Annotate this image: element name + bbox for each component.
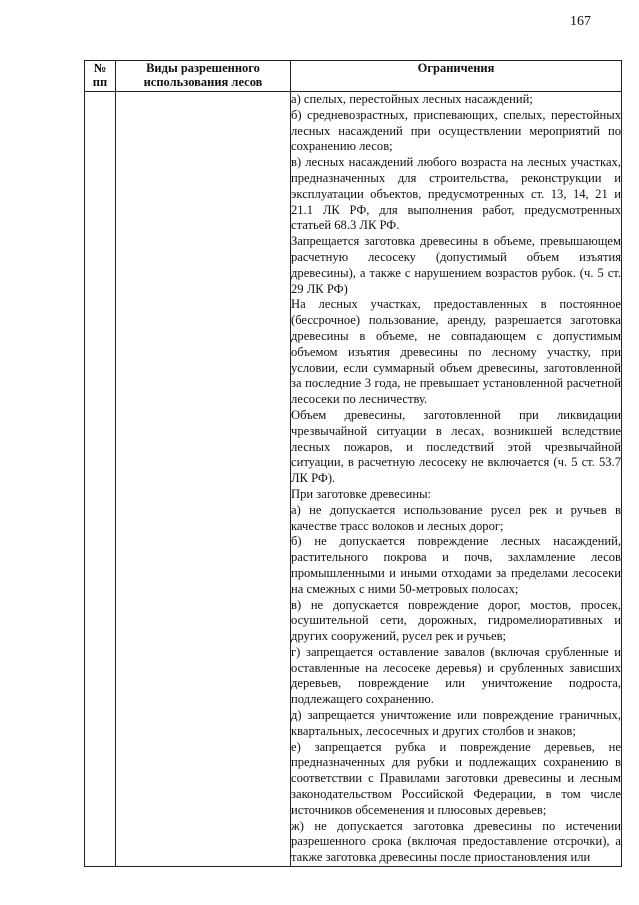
restriction-paragraph: в) лесных насаждений любого возраста на лесных участках, предназначенных для строительства, реконструкции и эксплуатации объектов, предусмотренных ст. 13, 14, 21 и 21.1 ЛК РФ, для выполнения работ, предусмотренных статьей 68.3 ЛК РФ. (291, 155, 621, 233)
restriction-paragraph: а) не допускается использование русел рек и ручьев в качестве трасс волоков и лесных дорог; (291, 502, 621, 533)
restrictions-table (84, 60, 622, 867)
header-number-line2: пп (92, 75, 108, 89)
table-header-row (85, 61, 622, 92)
restriction-paragraph: б) не допускается повреждение лесных насаждений, растительного покрова и почв, захламление лесов промышленными и иными отходами за пределами лесосеки на смежных с ними 50-метровых полосах; (291, 534, 621, 596)
restriction-paragraph: При заготовке древесины: (291, 486, 432, 501)
restriction-paragraph: На лесных участках, предоставленных в постоянное (бессрочное) пользование, аренду, разрешается заготовка древесины в объеме, не совпадающем с допустимым объемом изъятия древесины по лесному участку, при условии, если суммарный объем древесины, заготовленной за последние 3 года, не превышает установленной расчетной лесосеки по лесничеству. (291, 297, 621, 407)
restriction-paragraph: д) запрещается уничтожение или повреждение граничных, квартальных, лесосечных и других столбов и знаков; (291, 708, 621, 738)
restriction-paragraph: ж) не допускается заготовка древесины по истечении разрешенного срока (включая предоставление отсрочки), а также заготовка древесины после приостановления или (291, 818, 621, 865)
cell-usage-type (116, 92, 291, 867)
header-number-line1: № (93, 61, 107, 75)
cell-restrictions (291, 92, 622, 867)
table-row (85, 92, 622, 867)
restriction-paragraph: в) не допускается повреждение дорог, мостов, просек, осушительной сети, дорожных, гидромелиоративных и других сооружений, русел рек и ручьев; (291, 597, 621, 644)
restriction-paragraph: г) запрещается оставление завалов (включая срубленные и оставленные на лесосеке деревья) и срубленных зависших деревьев, повреждение или уничтожение подроста, подлежащего сохранению. (291, 644, 621, 707)
header-number (85, 61, 116, 92)
restriction-paragraph: Запрещается заготовка древесины в объеме, превышающем расчетную лесосеку (допустимый объем изъятия древесины), а также с нарушением возрастов рубок. (ч. 5 ст. 29 ЛК РФ) (291, 234, 621, 296)
header-usage-types-line2: использования лесов (143, 75, 263, 89)
restriction-paragraph: е) запрещается рубка и повреждение деревьев, не предназначенных для рубки и подлежащих сохранению в соответствии с Правилами заготовки древесины и лесным законодательством Российской Федерации, в том числе источников обсеменения и плюсовых деревьев; (291, 739, 621, 817)
page-number: 167 (570, 14, 591, 29)
header-restrictions: Ограничения (291, 61, 622, 92)
header-usage-types (116, 61, 291, 92)
header-usage-types-line1: Виды разрешенного (146, 61, 260, 75)
restriction-paragraph: б) средневозрастных, приспевающих, спелых, перестойных лесных насаждений при осуществлении мероприятий по сохранению лесов; (291, 107, 621, 154)
cell-number (85, 92, 116, 867)
restriction-paragraph: а) спелых, перестойных лесных насаждений; (291, 92, 533, 106)
restriction-paragraph: Объем древесины, заготовленной при ликвидации чрезвычайной ситуации в лесах, возникшей вследствие лесных пожаров, и последствий этой чрезвычайной ситуации, в расчетную лесосеку не включается (ч. 5 ст. 53.7 ЛК РФ). (291, 407, 621, 486)
